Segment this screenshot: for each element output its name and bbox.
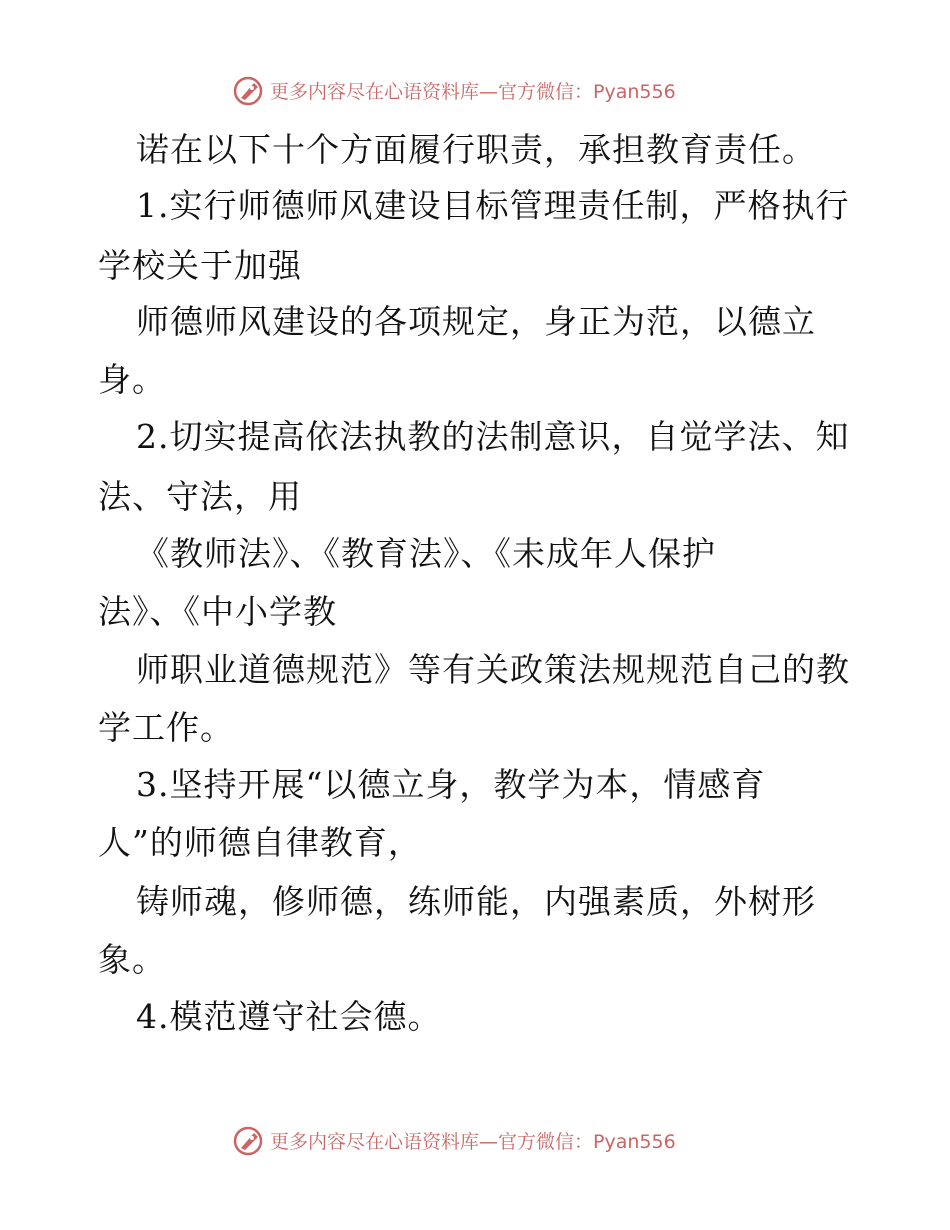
paragraph-line: 2.切实提高依法执教的法制意识，自觉学法、知 — [136, 417, 850, 456]
paragraph-line: 1.实行师德师风建设目标管理责任制，严格执行 — [136, 186, 850, 225]
paragraph-line: 学校关于加强 — [98, 246, 302, 285]
paragraph-line: 法》、《中小学教 — [98, 592, 337, 631]
paragraph-line: 人”的师德自律教育， — [98, 823, 422, 862]
paragraph-line: 法、守法，用 — [98, 477, 302, 516]
watermark-text: 更多内容尽在心语资料库—官方微信：Pyan556 — [270, 1130, 676, 1153]
paragraph-line: 诺在以下十个方面履行职责，承担教育责任。 — [136, 130, 816, 169]
paragraph-line: 《教师法》、《教育法》、《未成年人保护 — [136, 534, 716, 573]
paragraph-line: 学工作。 — [98, 708, 234, 747]
paragraph-line: 象。 — [98, 940, 166, 979]
paragraph-line: 师德师风建设的各项规定，身正为范，以德立 — [136, 302, 816, 341]
paragraph-line: 4.模范遵守社会德。 — [136, 997, 442, 1036]
watermark-header — [232, 72, 676, 108]
paragraph-line: 师职业道德规范》等有关政策法规规范自己的教 — [136, 650, 850, 689]
paragraph-line: 身。 — [98, 360, 166, 399]
paragraph-line: 铸师魂，修师德，练师能，内强素质，外树形 — [136, 882, 816, 921]
watermark-text: 更多内容尽在心语资料库—官方微信：Pyan556 — [270, 80, 676, 103]
watermark-footer — [232, 1122, 676, 1158]
pen-nib-logo-icon — [232, 1123, 266, 1157]
pen-nib-logo-icon — [232, 73, 266, 107]
paragraph-line: 3.坚持开展“以德立身，教学为本，情感育 — [136, 765, 766, 804]
